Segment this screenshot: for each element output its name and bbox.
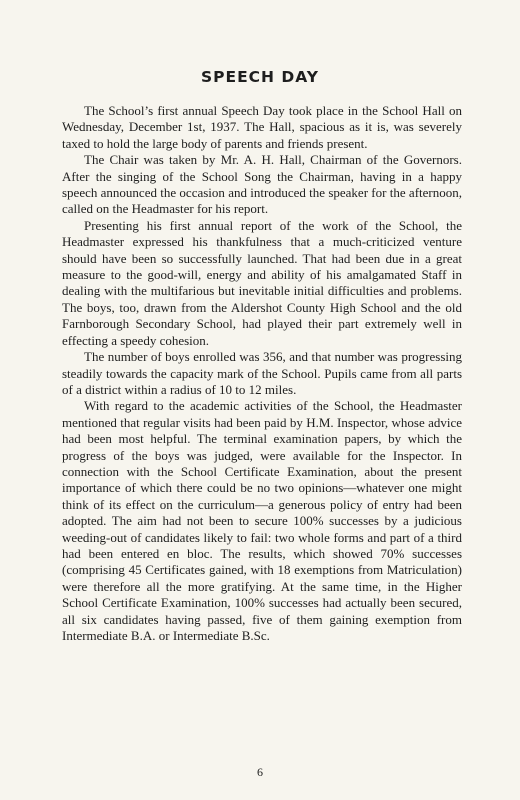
paragraph: Presenting his first annual report of the work of the School, the Headmaster expressed his thankfulness that a much-criticized venture should have been so successfully launched. That had been due in a great measure to the good-will, energy and ability of his amalgamated Staff in dealing with the multifarious but inevitable initial difficulties and problems. The boys, too, drawn from the Aldershot County High School and the old Farnborough Secondary School, had played their part extremely well in effecting a speedy cohesion. (62, 217, 462, 348)
paragraph: The number of boys enrolled was 356, and that number was progressing steadily towards the capacity mark of the School. Pupils came from all parts of a district within a radius of 10 to 12 miles. (62, 349, 462, 397)
page-number: 6 (257, 765, 263, 779)
paragraph: The Chair was taken by Mr. A. H. Hall, Chairman of the Governors. After the singing of the School Song the Chairman, having in a happy speech announced the occasion and introduced the speaker for the afternoon, called on the Headmaster for his report. (62, 152, 462, 217)
paragraph: With regard to the academic activities of the School, the Headmaster mentioned that regular visits had been paid by H.M. Inspector, whose advice had been most helpful. The terminal examination papers, by which the progress of the boys was judged, were available for the Inspector. In connection with the School Certificate Examination, about the present importance of which there could be no two opinions—whatever one might think of its effect on the curriculum—a generous policy of entry had been adopted. The aim had not been to secure 100% successes by a judicious weeding-out of candidates likely to fail: two whole forms and part of a third had been entered en bloc. The results, which showed 70% successes (comprising 45 Certificates gained, with 18 exemptions from Matriculation) were therefore all the more gratifying. At the same time, in the Higher School Certificate Examination, 100% successes had actually been secured, all six candidates having passed, five of them gaining exemption from Intermediate B.A. or Intermediate B.Sc. (62, 398, 462, 643)
page-title: SPEECH DAY (200, 68, 320, 86)
article-body (62, 103, 462, 644)
paragraph: The School’s first annual Speech Day took place in the School Hall on Wednesday, December 1st, 1937. The Hall, spacious as it is, was severely taxed to hold the large body of parents and friends present. (62, 103, 462, 151)
